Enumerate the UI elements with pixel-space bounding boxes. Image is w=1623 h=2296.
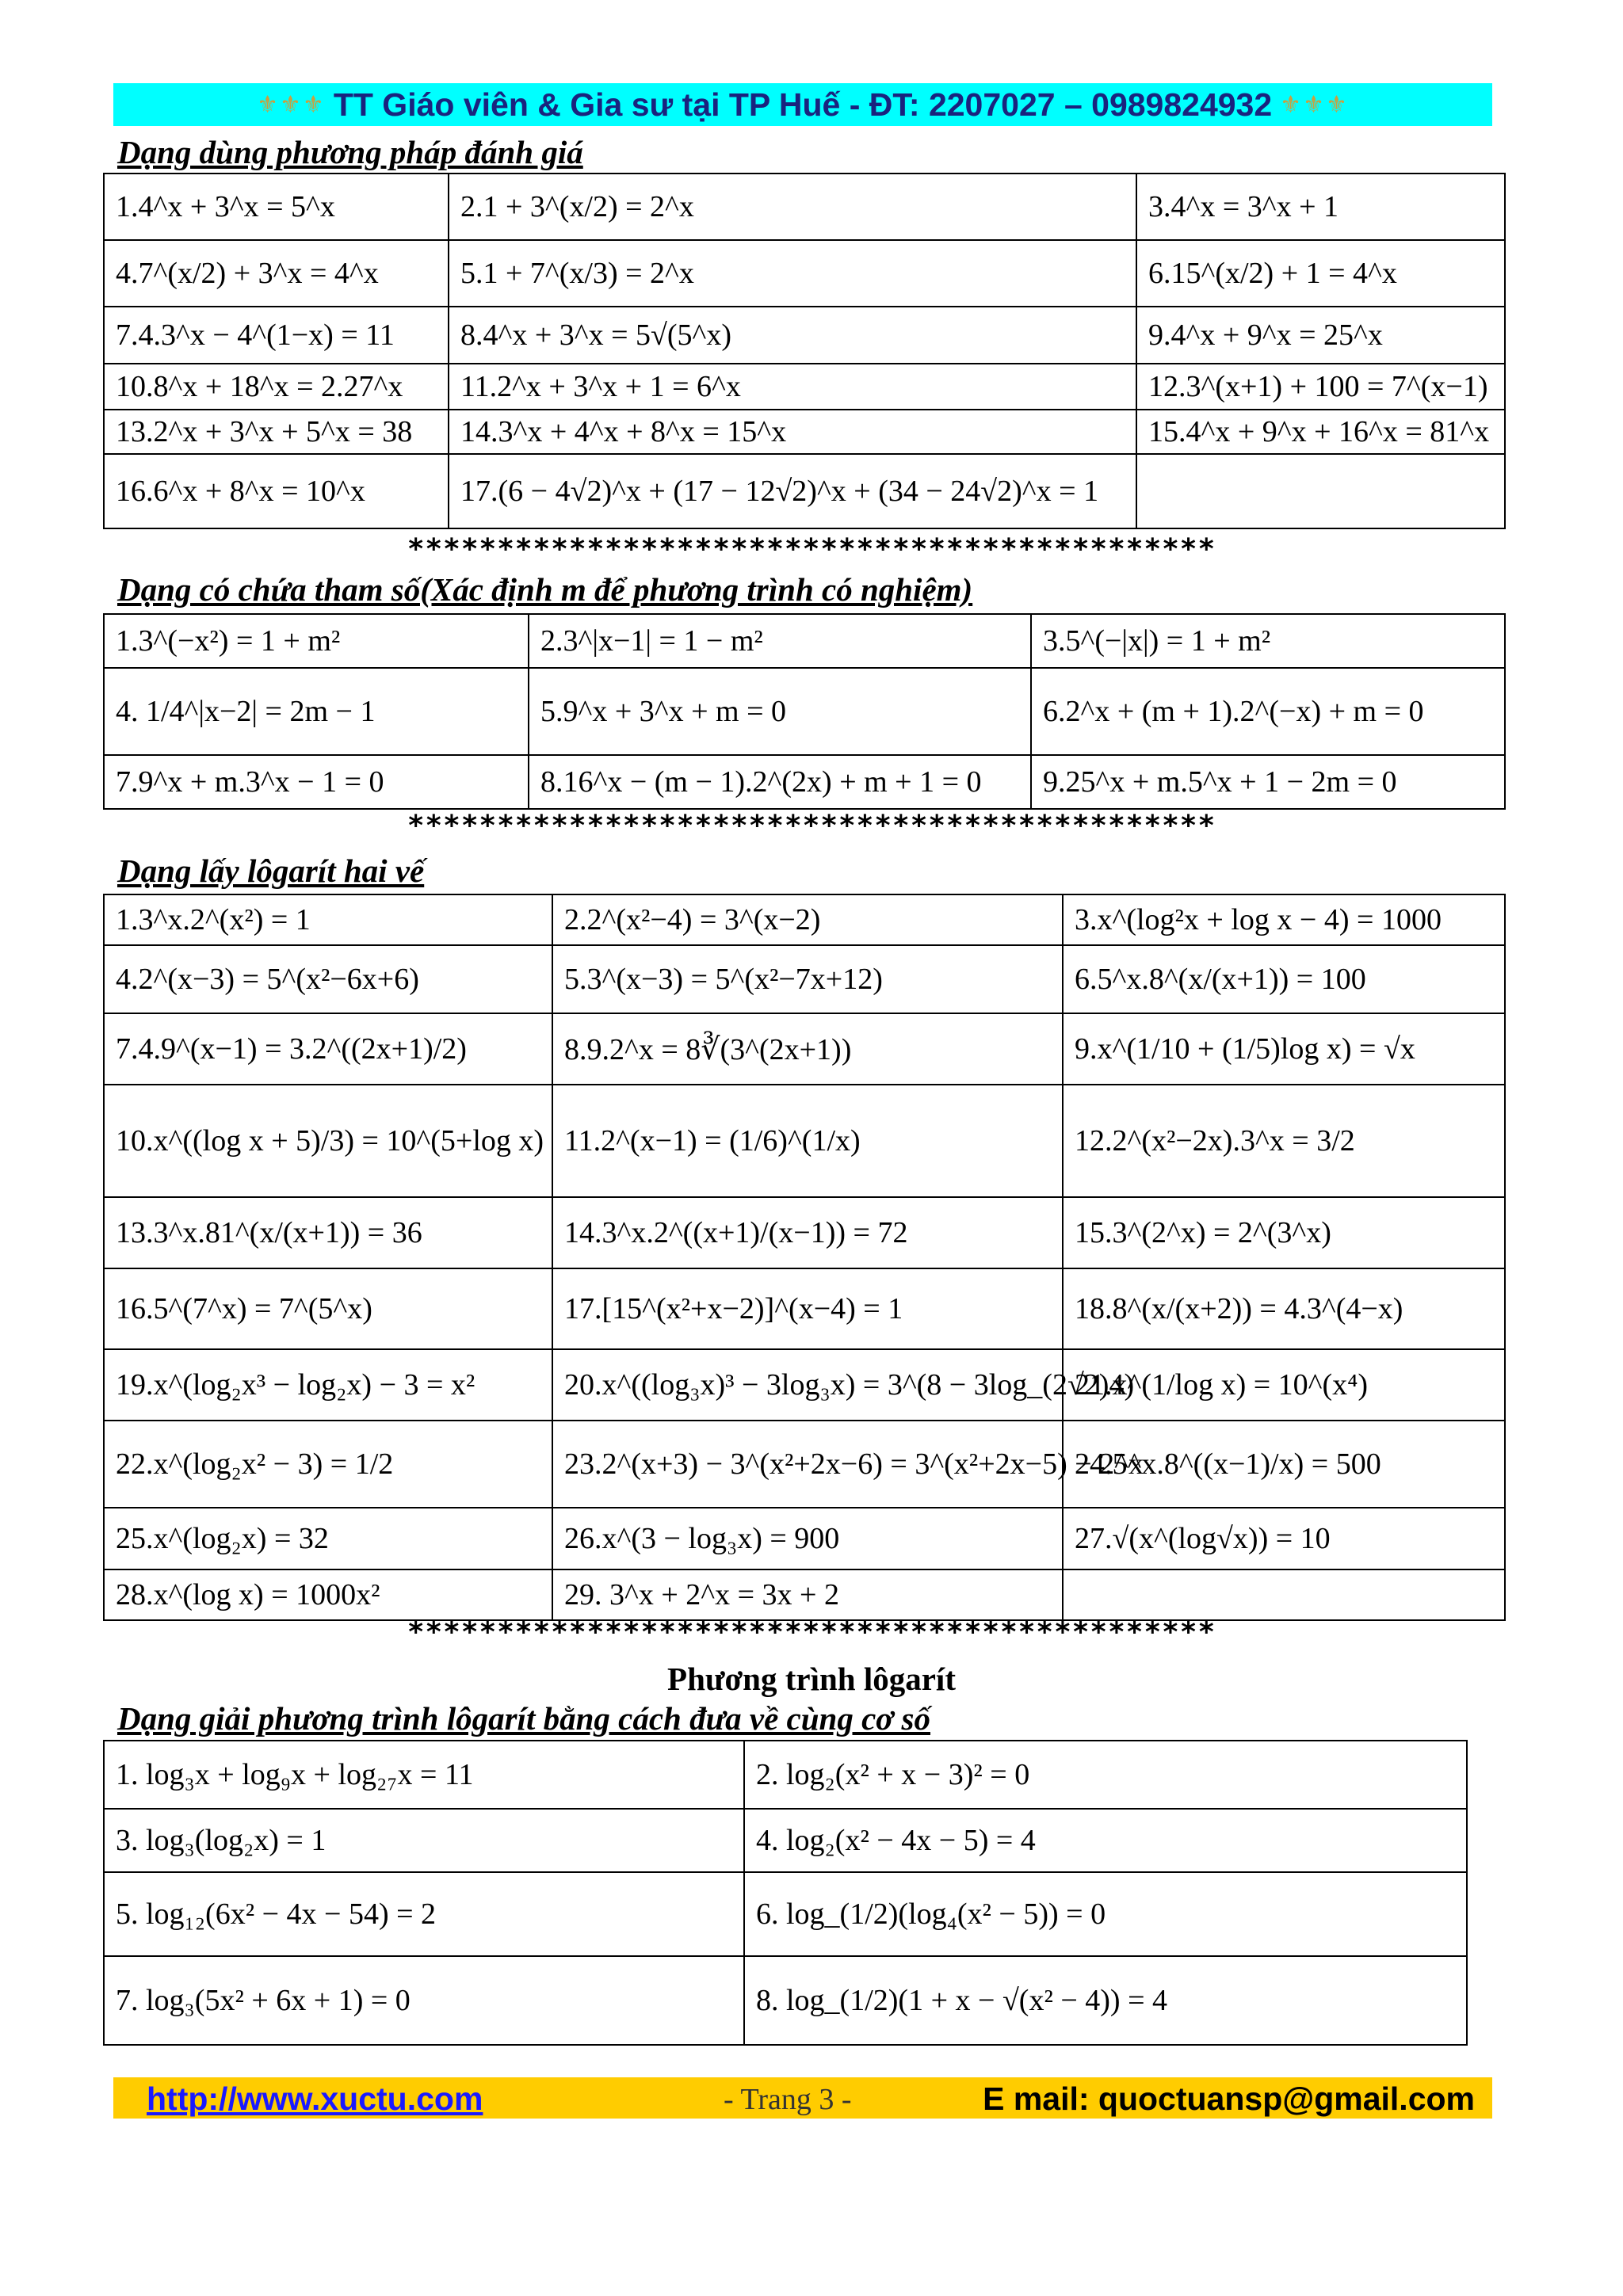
equation: 1.3^x.2^(x²) = 1 <box>104 894 552 945</box>
stars-divider: ********************************************* <box>407 810 1216 842</box>
equation: 3.5^(−|x|) = 1 + m² <box>1031 614 1505 668</box>
equation: 9.4^x + 9^x = 25^x <box>1136 307 1505 364</box>
equation: 25.x^(log₂x) = 32 <box>104 1508 552 1569</box>
equation: 9.x^(1/10 + (1/5)log x) = √x <box>1063 1013 1505 1085</box>
equation: 13.2^x + 3^x + 5^x = 38 <box>104 410 449 454</box>
equation <box>1136 454 1505 528</box>
equation: 7.4.9^(x−1) = 3.2^((2x+1)/2) <box>104 1013 552 1085</box>
equation: 8.4^x + 3^x = 5√(5^x) <box>449 307 1136 364</box>
equation: 3.4^x = 3^x + 1 <box>1136 174 1505 240</box>
equation: 23.2^(x+3) − 3^(x²+2x−6) = 3^(x²+2x−5) − 2^x <box>552 1421 1063 1508</box>
equation: 11.2^(x−1) = (1/6)^(1/x) <box>552 1085 1063 1197</box>
section-heading-4: Dạng giải phương trình lôgarít bằng cách đưa về cùng cơ số <box>117 1700 931 1737</box>
equation: 12.2^(x²−2x).3^x = 3/2 <box>1063 1085 1505 1197</box>
equation: 9.25^x + m.5^x + 1 − 2m = 0 <box>1031 755 1505 809</box>
equation: 5.9^x + 3^x + m = 0 <box>529 668 1031 755</box>
section-heading-2: Dạng có chứa tham số(Xác định m để phương trình có nghiệm) <box>117 571 973 608</box>
chapter-title: Phương trình lôgarít <box>667 1661 956 1697</box>
ornament-right: ⚜⚜⚜ <box>1280 91 1349 118</box>
email-text: E mail: quoctuansp@gmail.com <box>983 2081 1475 2117</box>
equation: 18.8^(x/(x+2)) = 4.3^(4−x) <box>1063 1268 1505 1349</box>
equation: 2.1 + 3^(x/2) = 2^x <box>449 174 1136 240</box>
equation: 6.15^(x/2) + 1 = 4^x <box>1136 240 1505 307</box>
equation: 21.x^(1/log x) = 10^(x⁴) <box>1063 1349 1505 1421</box>
equation: 3.x^(log²x + log x − 4) = 1000 <box>1063 894 1505 945</box>
equations-table-2 <box>103 613 1506 810</box>
equation: 16.6^x + 8^x = 10^x <box>104 454 449 528</box>
equation: 1.3^(−x²) = 1 + m² <box>104 614 529 668</box>
section-heading-3: Dạng lấy lôgarít hai vế <box>117 852 425 889</box>
equation: 29. 3^x + 2^x = 3x + 2 <box>552 1569 1063 1620</box>
header-text: TT Giáo viên & Gia sư tại TP Huế - ĐT: 2207027 – 0989824932 <box>333 86 1273 123</box>
equations-table-3 <box>103 894 1506 1621</box>
footer-bar <box>113 2077 1492 2119</box>
equation: 8.9.2^x = 8∛(3^(2x+1)) <box>552 1013 1063 1085</box>
equation: 7. log₃(5x² + 6x + 1) = 0 <box>104 1956 744 2045</box>
equations-table-4 <box>103 1740 1468 2046</box>
ornament-left: ⚜⚜⚜ <box>257 91 326 118</box>
equation: 17.(6 − 4√2)^x + (17 − 12√2)^x + (34 − 24√2)^x = 1 <box>449 454 1136 528</box>
stars-divider: ********************************************* <box>407 1616 1216 1649</box>
equation: 27.√(x^(log√x)) = 10 <box>1063 1508 1505 1569</box>
equation: 11.2^x + 3^x + 1 = 6^x <box>449 364 1136 410</box>
equation: 1.4^x + 3^x = 5^x <box>104 174 449 240</box>
equation: 20.x^((log₃x)³ − 3log₃x) = 3^(8 − 3log_(2√2)4) <box>552 1349 1063 1421</box>
equation: 14.3^x + 4^x + 8^x = 15^x <box>449 410 1136 454</box>
equation: 4.7^(x/2) + 3^x = 4^x <box>104 240 449 307</box>
stars-divider: ********************************************* <box>407 533 1216 566</box>
equation: 2.2^(x²−4) = 3^(x−2) <box>552 894 1063 945</box>
equations-table-1 <box>103 173 1506 529</box>
equation: 26.x^(3 − log₃x) = 900 <box>552 1508 1063 1569</box>
equation: 4. 1/4^|x−2| = 2m − 1 <box>104 668 529 755</box>
equation: 6. log_(1/2)(log₄(x² − 5)) = 0 <box>744 1872 1467 1956</box>
equation: 28.x^(log x) = 1000x² <box>104 1569 552 1620</box>
equation: 5.3^(x−3) = 5^(x²−7x+12) <box>552 945 1063 1013</box>
equation: 22.x^(log₂x² − 3) = 1/2 <box>104 1421 552 1508</box>
equation: 24.5^x.8^((x−1)/x) = 500 <box>1063 1421 1505 1508</box>
equation: 6.2^x + (m + 1).2^(−x) + m = 0 <box>1031 668 1505 755</box>
equation: 8. log_(1/2)(1 + x − √(x² − 4)) = 4 <box>744 1956 1467 2045</box>
equation: 15.3^(2^x) = 2^(3^x) <box>1063 1197 1505 1268</box>
equation: 4. log₂(x² − 4x − 5) = 4 <box>744 1809 1467 1872</box>
equation: 2.3^|x−1| = 1 − m² <box>529 614 1031 668</box>
section-heading-1: Dạng dùng phương pháp đánh giá <box>117 134 583 170</box>
equation <box>1063 1569 1505 1620</box>
website-link[interactable]: http://www.xuctu.com <box>147 2081 483 2117</box>
equation: 4.2^(x−3) = 5^(x²−6x+6) <box>104 945 552 1013</box>
equation: 7.4.3^x − 4^(1−x) = 11 <box>104 307 449 364</box>
equation: 10.8^x + 18^x = 2.27^x <box>104 364 449 410</box>
equation: 19.x^(log₂x³ − log₂x) − 3 = x² <box>104 1349 552 1421</box>
equation: 13.3^x.81^(x/(x+1)) = 36 <box>104 1197 552 1268</box>
equation: 8.16^x − (m − 1).2^(2x) + m + 1 = 0 <box>529 755 1031 809</box>
equation: 16.5^(7^x) = 7^(5^x) <box>104 1268 552 1349</box>
page-number: - Trang 3 - <box>724 2083 852 2116</box>
equation: 10.x^((log x + 5)/3) = 10^(5+log x) <box>104 1085 552 1197</box>
equation: 7.9^x + m.3^x − 1 = 0 <box>104 755 529 809</box>
equation: 6.5^x.8^(x/(x+1)) = 100 <box>1063 945 1505 1013</box>
equation: 5. log₁₂(6x² − 4x − 54) = 2 <box>104 1872 744 1956</box>
equation: 15.4^x + 9^x + 16^x = 81^x <box>1136 410 1505 454</box>
equation: 17.[15^(x²+x−2)]^(x−4) = 1 <box>552 1268 1063 1349</box>
equation: 14.3^x.2^((x+1)/(x−1)) = 72 <box>552 1197 1063 1268</box>
equation: 12.3^(x+1) + 100 = 7^(x−1) <box>1136 364 1505 410</box>
equation: 3. log₃(log₂x) = 1 <box>104 1809 744 1872</box>
header-banner <box>113 83 1492 126</box>
equation: 1. log₃x + log₉x + log₂₇x = 11 <box>104 1741 744 1809</box>
equation: 2. log₂(x² + x − 3)² = 0 <box>744 1741 1467 1809</box>
equation: 5.1 + 7^(x/3) = 2^x <box>449 240 1136 307</box>
